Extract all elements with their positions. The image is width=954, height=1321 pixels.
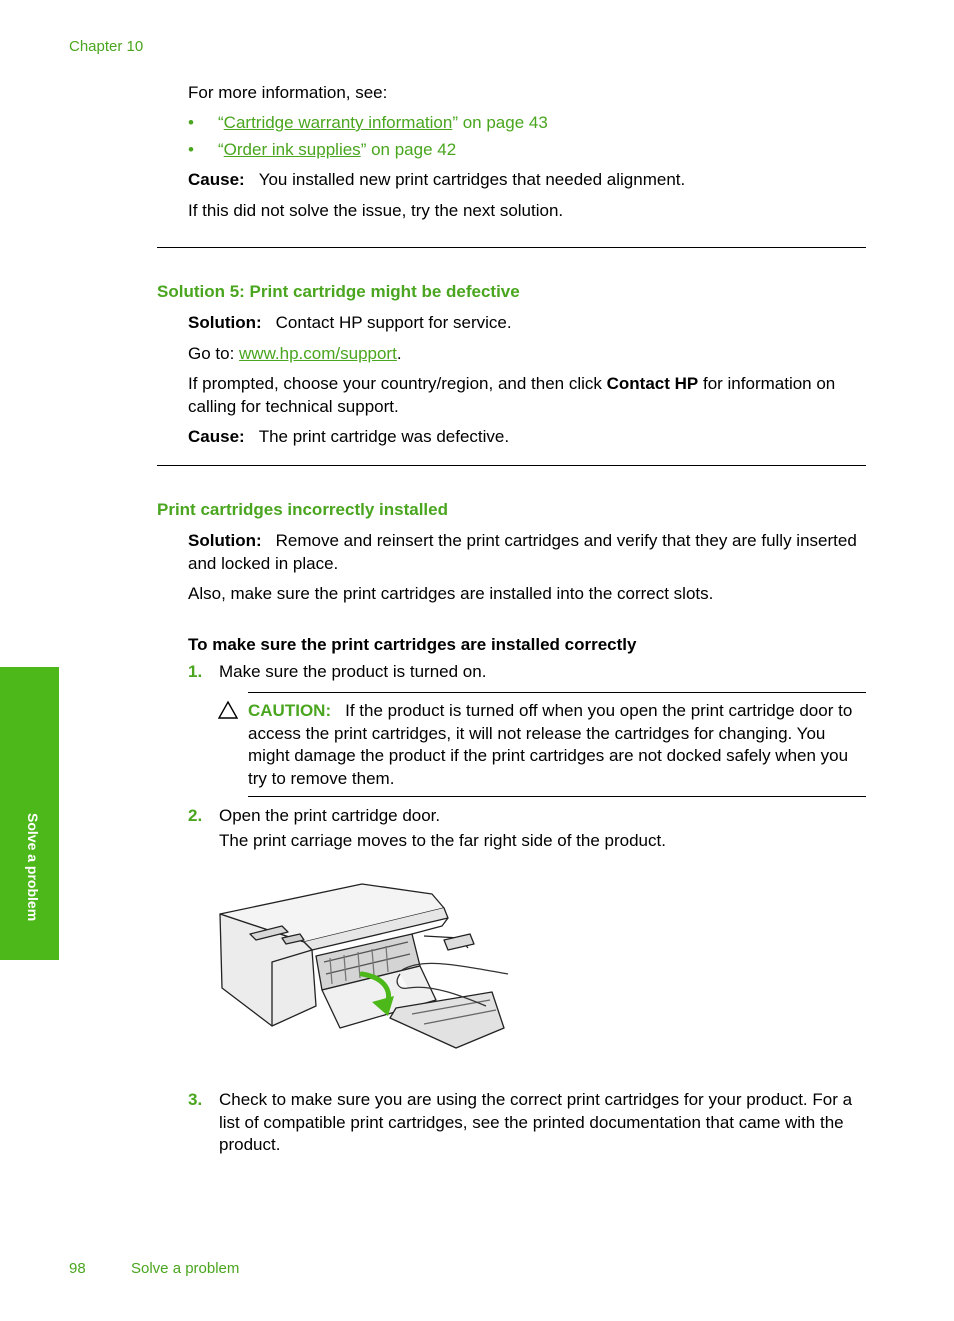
step-subtext: The print carriage moves to the far right side of the product. [219, 831, 666, 850]
goto-paragraph: Go to: www.hp.com/support. [188, 344, 402, 363]
incorrect-solution [188, 530, 866, 575]
bullet-icon: • [188, 113, 194, 132]
cause-paragraph [188, 169, 866, 192]
footer-section: Solve a problem [131, 1260, 240, 1277]
page-number: 98 [69, 1260, 86, 1277]
solution5-solution [188, 312, 866, 335]
caution-icon [218, 700, 238, 720]
also-text: Also, make sure the print cartridges are installed into the correct slots. [188, 584, 714, 603]
solution5-heading: Solution 5: Print cartridge might be defective [157, 282, 520, 301]
caution-label: CAUTION: [248, 701, 332, 720]
divider [157, 465, 866, 466]
side-tab-label: Solve a problem [25, 813, 41, 922]
caution-box [248, 692, 866, 797]
divider [157, 247, 866, 248]
prompt-paragraph: If prompted, choose your country/region, and then click Contact HP for information on calling for technical support. [188, 374, 836, 416]
hp-support-link[interactable]: www.hp.com/support [239, 344, 397, 363]
step-text: Check to make sure you are using the correct print cartridges for your product. For a list of compatible print cartridges, see the printed documentation that came with the product. [219, 1090, 853, 1154]
chapter-label: Chapter 10 [69, 38, 144, 55]
more-info-text: For more information, see: [188, 83, 388, 102]
cause-text: You installed new print cartridges that needed alignment. [258, 170, 686, 189]
cause-label: Cause: [188, 427, 245, 446]
incorrect-heading: Print cartridges incorrectly installed [157, 500, 448, 519]
step-text: Open the print cartridge door. [219, 806, 441, 825]
solution-label: Solution: [188, 313, 262, 332]
step-number: 2. [188, 806, 203, 825]
step-text: Make sure the product is turned on. [219, 662, 487, 681]
solution-text: Contact HP support for service. [275, 313, 512, 332]
bullet-icon: • [188, 140, 194, 159]
contact-hp-text: Contact HP [606, 374, 699, 393]
caution-text: If the product is turned off when you open the print cartridge door to access the print cartridges, it will not release the cartridges for changing. You might damage the product if the print cartridges are not docked safely when you try to remove them. [248, 701, 853, 788]
cause-label: Cause: [188, 170, 245, 189]
step-number: 3. [188, 1090, 203, 1109]
solution-label: Solution: [188, 531, 262, 550]
procedure-title: To make sure the print cartridges are installed correctly [188, 635, 637, 654]
next-solution-text: If this did not solve the issue, try the next solution. [188, 201, 564, 220]
printer-illustration [212, 878, 522, 1054]
solution5-cause [188, 426, 866, 449]
warranty-link[interactable]: Cartridge warranty information [223, 113, 453, 132]
cause-text: The print cartridge was defective. [258, 427, 510, 446]
solution-text: Remove and reinsert the print cartridges and verify that they are fully inserted and locked in place. [188, 531, 857, 573]
order-ink-link[interactable]: Order ink supplies [223, 140, 361, 159]
step-number: 1. [188, 662, 203, 681]
